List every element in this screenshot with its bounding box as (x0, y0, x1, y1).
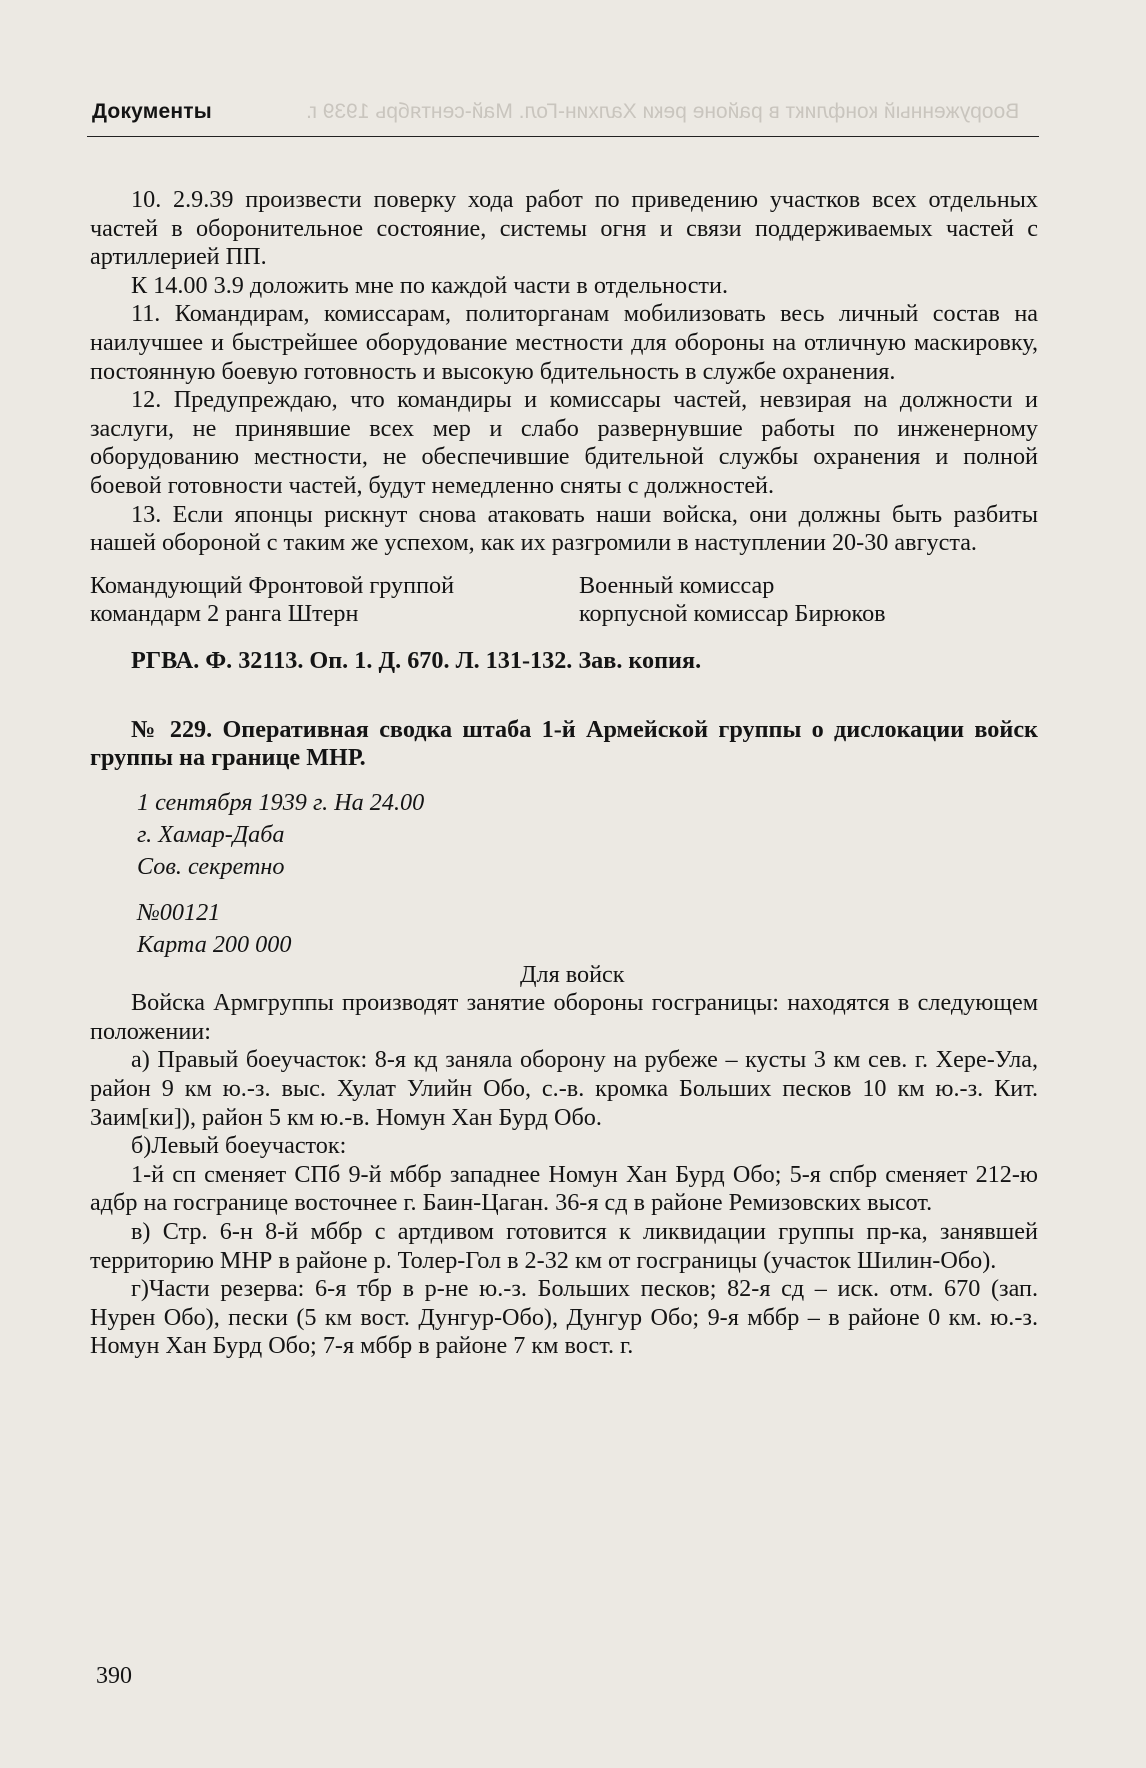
paragraph-13: 13. Если японцы рискнут снова атаковать наши войска, они должны быть разбиты нашей обороной с таким же успехом, как их разгромили в наступлении 20-30 августа. (90, 500, 1038, 557)
paragraph-report-deadline: К 14.00 3.9 доложить мне по каждой части в отдельности. (131, 271, 728, 299)
item-b-left-sector-text: 1-й сп сменяет СПб 9-й мббр западнее Номун Хан Бурд Обо; 5-я спбр сменяет 212-ю адбр на госгранице восточнее г. Баин-Цаган. 36-я сд в районе Ремизовских высот. (90, 1160, 1038, 1217)
running-header (87, 96, 1039, 137)
signature-right-name: корпусной комиссар Бирюков (579, 600, 886, 628)
document-meta (90, 787, 1038, 961)
signature-right (579, 572, 886, 629)
item-b-left-sector-heading: б)Левый боеучасток: (131, 1132, 347, 1160)
signature-right-position: Военный комиссар (579, 571, 775, 599)
page-number: 390 (96, 1663, 132, 1689)
signature-block (90, 572, 1038, 629)
paragraph-10: 10. 2.9.39 произвести поверку хода работ по приведению участков всех отдельных частей в оборонительное состояние, системы огня и связи поддерживаемых частей с артиллерией ПП. (90, 186, 1038, 271)
document-map: Карта 200 000 (137, 930, 292, 958)
item-a-right-sector: а) Правый боеучасток: 8-я кд заняла оборону на рубеже – кусты 3 км сев. г. Хере-Ула, район 9 км ю.-з. выс. Хулат Улийн Обо, с.-в. кромка Больших песков 10 км ю.-з. Кит. Заим[ки]), район 5 км ю.-в. Номун Хан Бурд Обо. (90, 1046, 1038, 1131)
signature-left-position: Командующий Фронтовой группой (90, 571, 455, 599)
document-date: 1 сентября 1939 г. На 24.00 (137, 788, 425, 816)
document-secrecy: Сов. секретно (137, 852, 285, 880)
paragraph-12: 12. Предупреждаю, что командиры и комиссары частей, невзирая на должности и заслуги, не принявшие всех мер и слабо развернувшие работы по инженерному оборудованию местности, не обеспечившие бдительной службы охранения и полной боевой готовности частей, будут немедленно сняты с должностей. (90, 386, 1038, 499)
bleed-through-running-title: Вооруженный конфликт в районе реки Халхин-Гол. Май-сентябрь 1939 г. (305, 100, 1019, 123)
document-intro: Войска Армгруппы производят занятие обороны госграницы: находятся в следующем положении: (90, 989, 1038, 1045)
section-title: Документы (92, 100, 212, 123)
archive-reference: РГВА. Ф. 32113. Оп. 1. Д. 670. Л. 131-132. Зав. копия. (131, 646, 702, 674)
item-g-reserve: г)Части резерва: 6-я тбр в р-не ю.-з. Больших песков; 82-я сд – иск. отм. 670 (зап. Нурен Обо), пески (5 км вост. Дунгур-Обо), Дунгур Обо; 9-я мббр – в районе 0 км. ю.-з. Номун Хан Бурд Обо; 7-я мббр в районе 7 км вост. г. (90, 1275, 1038, 1360)
document-place: г. Хамар-Даба (137, 820, 285, 848)
signature-left (90, 572, 579, 629)
signature-left-name: командарм 2 ранга Штерн (90, 600, 359, 628)
document-addressee: Для войск (520, 960, 625, 988)
paragraph-11: 11. Командирам, комиссарам, политорганам мобилизовать весь личный состав на наилучшее и быстрейшее оборудование местности для обороны на отличную маскировку, постоянную боевую готовность и высокую бдительность в службе охранения. (90, 300, 1038, 385)
document-title: № 229. Оперативная сводка штаба 1-й Армейской группы о дислокации войск группы на границе МНР. (90, 715, 1038, 772)
item-v-rifle-battalion: в) Стр. 6-н 8-й мббр с артдивом готовится к ликвидации группы пр-ка, занявшей территорию МНР в районе р. Толер-Гол в 2-32 км от госграницы (участок Шилин-Обо). (90, 1218, 1038, 1274)
document-number: №00121 (137, 898, 221, 926)
page-body (90, 186, 1038, 1361)
